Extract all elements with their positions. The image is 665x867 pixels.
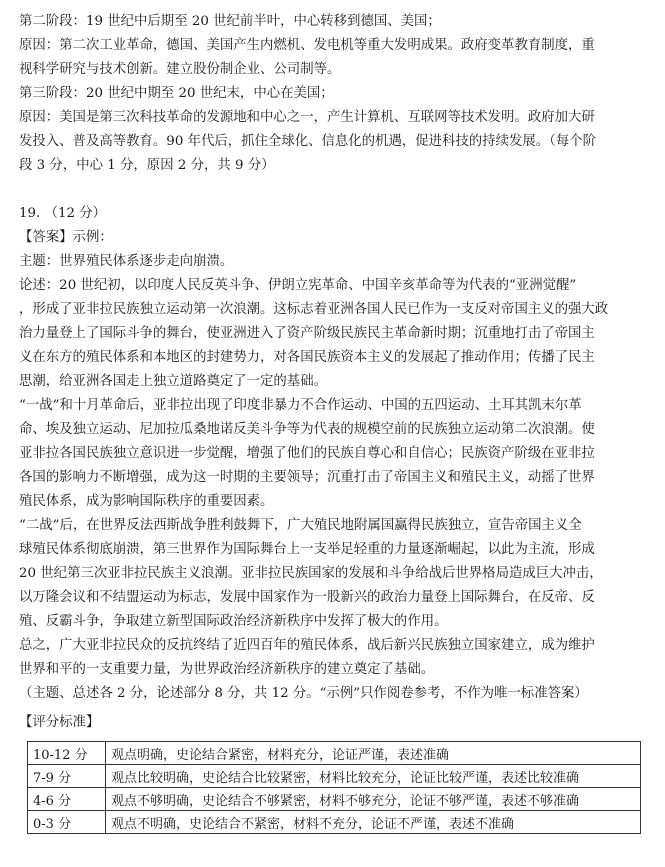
rubric-description: 观点不明确，史论结合不紧密，材料不充分，论证不严谨，表述不准确 [106, 811, 641, 834]
theme-line: 主题：世界殖民体系逐步走向崩溃。 [19, 254, 234, 269]
table-row [28, 742, 641, 765]
text-line: 原因：第二次工业革命，德国、美国产生内燃机、发电机等重大发明成果。政府变革教育制度，重 [19, 38, 595, 53]
text-line: 第三阶段：20 世纪中期至 20 世纪末，中心在美国； [19, 86, 334, 101]
text-line: 论述：20 世纪初，以印度人民反英斗争、伊朗立宪革命、中国辛亥革命等为代表的“亚洲觉醒” [19, 278, 577, 293]
text-line: 治力量登上了国际斗争的舞台，使亚洲进入了资产阶级民族民主革命新时期；沉重地打击了帝国主 [19, 326, 595, 341]
text-line: 殖民体系，成为影响国际秩序的重要因素。 [19, 494, 274, 509]
rubric-description: 观点不够明确，史论结合不够紧密，材料不够充分，论证不够严谨，表述不够准确 [106, 788, 641, 811]
rubric-score: 0-3 分 [28, 811, 106, 834]
rubric-heading: 【评分标准】 [19, 715, 100, 730]
table-row [28, 788, 641, 811]
answer-label: 【答案】示例： [19, 230, 113, 245]
text-line: 总之，广大亚非拉民众的反抗终结了近四百年的殖民体系，战后新兴民族独立国家建立，成为维护 [19, 638, 595, 653]
rubric-table [27, 741, 641, 834]
text-line: 第二阶段：19 世纪中后期至 20 世纪前半叶，中心转移到德国、美国； [19, 14, 441, 29]
text-line: 段 3 分，中心 1 分，原因 2 分，共 9 分） [19, 158, 275, 173]
text-line: 亚非拉各国民族独立意识进一步觉醒，增强了他们的民族自尊心和自信心；民族资产阶级在亚非拉 [19, 446, 595, 461]
table-row [28, 765, 641, 788]
text-line: 思潮，给亚洲各国走上独立道路奠定了一定的基础。 [19, 374, 327, 389]
text-line: 各国的影响力不断增强，成为这一时期的主要领导；沉重打击了帝国主义和殖民主义，动摇了世界 [19, 470, 595, 485]
text-line: “二战”后，在世界反法西斯战争胜利鼓舞下，广大殖民地附属国赢得民族独立，宣告帝国主义全 [19, 518, 582, 533]
rubric-score: 10-12 分 [28, 742, 106, 765]
rubric-score: 7-9 分 [28, 765, 106, 788]
rubric-description: 观点比较明确，史论结合比较紧密，材料比较充分，论证比较严谨，表述比较准确 [106, 765, 641, 788]
text-line: 命、埃及独立运动、尼加拉瓜桑地诺反美斗争等为代表的规模空前的民族独立运动第二次浪潮。使 [19, 422, 595, 437]
question-number: 19. （12 分） [19, 206, 107, 221]
text-line: 20 世纪第三次亚非拉民族主义浪潮。亚非拉民族国家的发展和斗争给战后世界格局造成巨大冲击， [19, 566, 603, 581]
text-line: 殖、反霸斗争，争取建立新型国际政治经济新秩序中发挥了极大的作用。 [19, 614, 448, 629]
scoring-note: （主题、总述各 2 分，论述部分 8 分，共 12 分。“示例”只作阅卷参考，不作为唯一标准答案） [19, 686, 588, 701]
text-line: 球殖民体系彻底崩溃，第三世界作为国际舞台上一支举足轻重的力量逐渐崛起，以此为主流，形成 [19, 542, 595, 557]
text-line: 义在东方的殖民体系和本地区的封建势力，对各国民族资本主义的发展起了推动作用；传播了民主 [19, 350, 595, 365]
text-line: ，形成了亚非拉民族独立运动第一次浪潮。这标志着亚洲各国人民已作为一支反对帝国主义的强大政 [19, 302, 609, 317]
text-line: 原因：美国是第三次科技革命的发源地和中心之一，产生计算机、互联网等技术发明。政府加大研 [19, 110, 595, 125]
rubric-description: 观点明确，史论结合紧密，材料充分，论证严谨，表述准确 [106, 742, 641, 765]
text-line: 视科学研究与技术创新。建立股份制企业、公司制等。 [19, 62, 341, 77]
text-line: 发投入、普及高等教育。90 年代后，抓住全球化、信息化的机遇，促进科技的持续发展。（每个阶 [19, 134, 596, 149]
rubric-score: 4-6 分 [28, 788, 106, 811]
text-line: “一战”和十月革命后，亚非拉出现了印度非暴力不合作运动、中国的五四运动、土耳其凯末尔革 [19, 398, 582, 413]
text-line: 世界和平的一支重要力量，为世界政治经济新秩序的建立奠定了基础。 [19, 662, 435, 677]
table-row [28, 811, 641, 834]
text-line: 以万隆会议和不结盟运动为标志，发展中国家作为一股新兴的政治力量登上国际舞台，在反帝、反 [19, 590, 595, 605]
